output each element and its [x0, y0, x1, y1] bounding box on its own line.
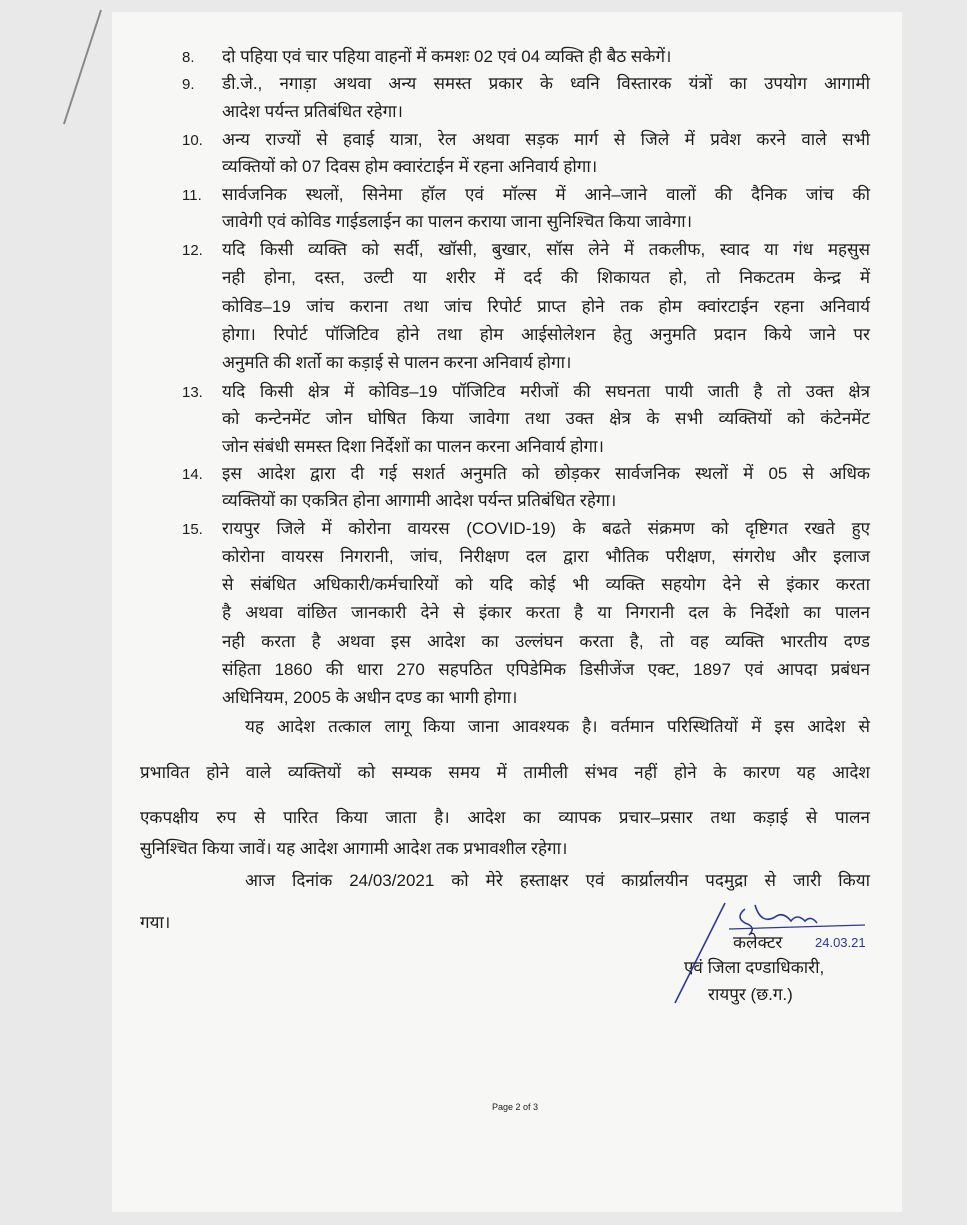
paragraph-line: एकपक्षीय रुप से पारित किया जाता है। आदेश का व्यापक प्रचार–प्रसार तथा कड़ाई से पालन [140, 808, 870, 827]
item-text-line: व्यक्तियों को 07 दिवस होम क्वारंटाईन में रहना अनिवार्य होगा। [222, 157, 598, 176]
item-text-line: अधिनियम, 2005 के अधीन दण्ड का भागी होगा। [222, 688, 518, 707]
item-number: 8. [182, 49, 195, 66]
item-text-line: व्यक्तियों का एकत्रित होना आगामी आदेश पर्यन्त प्रतिबंधित रहेगा। [222, 491, 617, 510]
item-number: 10. [182, 132, 203, 149]
item-text-line: आदेश पर्यन्त प्रतिबंधित रहेगा। [222, 102, 403, 121]
issue-line: गया। [140, 913, 171, 932]
signatory-title: कलेक्टर [733, 933, 783, 952]
item-text-line: अनुमति की शर्तो का कड़ाई से पालन करना अनिवार्य होगा। [222, 353, 572, 372]
item-text-line: जोन संबंधी समस्त दिशा निर्देशों का पालन करना अनिवार्य होगा। [222, 437, 604, 456]
item-text-line: कोविड–19 जांच कराना तथा जांच रिपोर्ट प्राप्त होने तक होम क्वांरटाईन रहना अनिवार्य [222, 297, 870, 316]
item-number: 15. [182, 521, 203, 538]
item-text-line: यदि किसी व्यक्ति को सर्दी, खॉसी, बुखार, सॉस लेने में तकलीफ, स्वाद या गंध महसुस [222, 240, 870, 259]
item-text-line: डी.जे., नगाड़ा अथवा अन्य समस्त प्रकार के ध्वनि विस्तारक यंत्रों का उपयोग आगामी [222, 74, 870, 93]
item-number: 11. [182, 187, 202, 204]
signatory-designation: एवं जिला दण्डाधिकारी, [684, 958, 825, 977]
item-text-line: कोरोना वायरस निगरानी, जांच, निरीक्षण दल द्वारा भौतिक परीक्षण, संगरोध और इलाज [222, 547, 870, 566]
paragraph-line: यह आदेश तत्काल लागू किया जाना आवश्यक है। वर्तमान परिस्थितियों में इस आदेश से [245, 717, 870, 736]
paragraph-line: प्रभावित होने वाले व्यक्तियों को सम्यक समय में तामीली संभव नहीं होने के कारण यह आदेश [140, 763, 870, 782]
item-number: 13. [182, 384, 203, 401]
item-text-line: नही करता है अथवा इस आदेश का उल्लंघन करता है, तो वह व्यक्ति भारतीय दण्ड [222, 632, 870, 651]
item-text-line: सार्वजनिक स्थलों, सिनेमा हॉल एवं मॉल्स में आने–जाने वालों की दैनिक जांच की [222, 185, 870, 204]
item-number: 12. [182, 242, 203, 259]
item-number: 9. [182, 76, 195, 93]
item-text-line: है अथवा वांछित जानकारी देने से इंकार करता है या निगरानी दल के निर्देशो का पालन [222, 603, 870, 622]
item-text-line: होगा। रिपोर्ट पॉजिटिव होने तथा होम आईसोलेशन हेतु अनुमति प्रदान किये जाने पर [222, 325, 870, 344]
item-text-line: को कन्टेनमेंट जोन घोषित किया जावेगा तथा उक्त क्षेत्र के सभी व्यक्तियों को कंटेनमेंट [222, 409, 870, 428]
item-text-line: इस आदेश द्वारा दी गई सशर्त अनुमति को छोड़कर सार्वजनिक स्थलों में 05 से अधिक [222, 464, 870, 483]
item-number: 14. [182, 466, 203, 483]
item-text-line: रायपुर जिले में कोरोना वायरस (COVID-19) के बढते संक्रमण को दृष्टिगत रखते हुए [222, 519, 870, 538]
page-number: Page 2 of 3 [492, 1102, 539, 1112]
item-text-line: नही होना, दस्त, उल्टी या शरीर में दर्द की शिकायत हो, तो निकटतम केन्द्र में [222, 268, 870, 287]
item-text-line: संहिता 1860 की धारा 270 सहपठित एपिडेमिक डिसीजेंज एक्ट, 1897 एवं आपदा प्रबंधन [222, 660, 870, 679]
item-text-line: जावेगी एवं कोविड गाईडलाईन का पालन कराया जाना सुनिश्चित किया जावेगा। [222, 212, 693, 231]
paragraph-line: सुनिश्चित किया जावें। यह आदेश आगामी आदेश तक प्रभावशील रहेगा। [140, 839, 568, 858]
signature-date: 24.03.21 [815, 935, 866, 950]
item-text-line: दो पहिया एवं चार पहिया वाहनों में कमशः 02 एवं 04 व्यक्ति ही बैठ सकेगें। [222, 47, 672, 66]
item-text-line: अन्य राज्यों से हवाई यात्रा, रेल अथवा सड़क मार्ग से जिले में प्रवेश करने वाले सभी [222, 130, 870, 149]
scan-edge-line [63, 10, 102, 125]
item-text-line: से संबंधित अधिकारी/कर्मचारियों को यदि कोई भी व्यक्ति सहयोग देने से इंकार करता [222, 575, 870, 594]
signatory-place: रायपुर (छ.ग.) [708, 985, 793, 1004]
issue-line: आज दिनांक 24/03/2021 को मेरे हस्ताक्षर एवं कार्य्रालयीन पदमुद्रा से जारी किया [245, 871, 870, 890]
item-text-line: यदि किसी क्षेत्र में कोविड–19 पॉजिटिव मरीजों की सघनता पायी जाती है तो उक्त क्षेत्र [222, 382, 870, 401]
